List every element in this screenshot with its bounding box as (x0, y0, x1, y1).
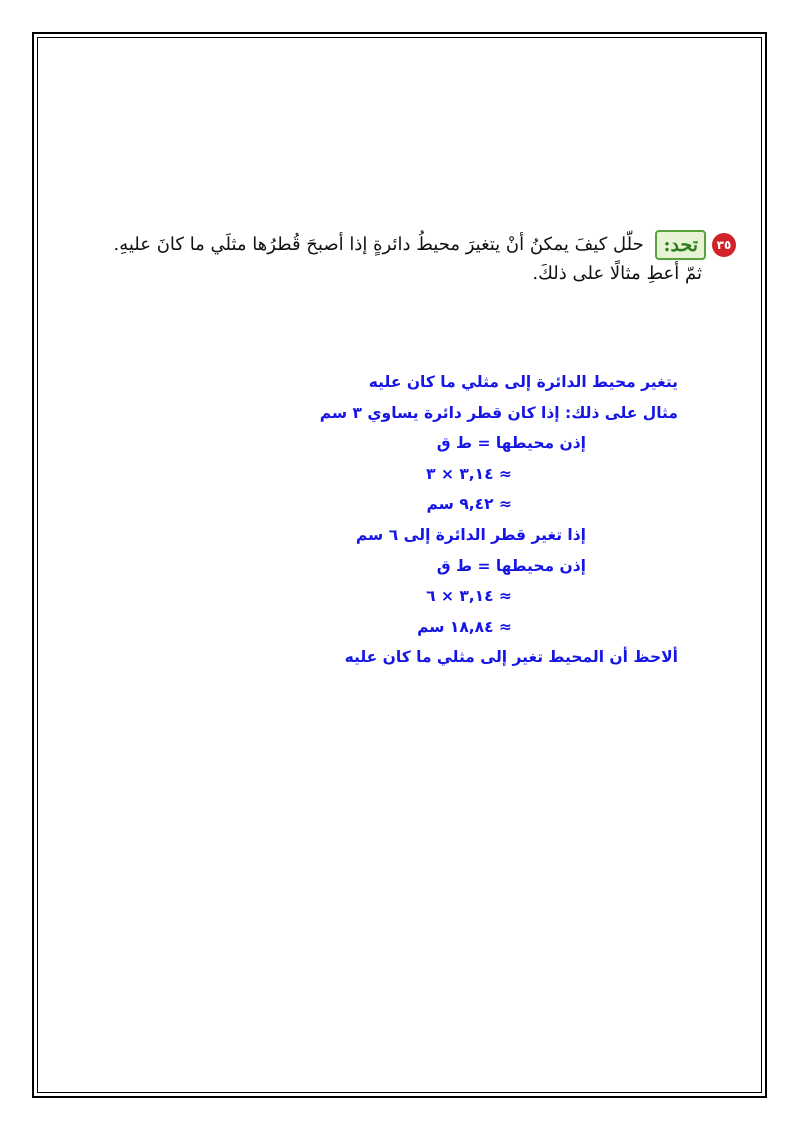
answer-line-4: ≈ ٣,١٤ × ٣ (426, 464, 512, 483)
answer-block (258, 367, 678, 673)
answer-line-10: ألاحظ أن المحيط تغير إلى مثلي ما كان عليه (344, 648, 678, 667)
answer-line-5: ≈ ٩,٤٢ سم (426, 495, 512, 514)
answer-line-7: إذن محيطها = ط ق (436, 556, 586, 575)
question-line-2: ثمّ أعطِ مثالًا على ذلكَ. (532, 263, 702, 284)
question-block (56, 230, 736, 289)
challenge-tag: تحد: (655, 230, 706, 260)
answer-line-2: مثال على ذلك: إذا كان قطر دائرة يساوي ٣ سم (319, 403, 678, 422)
question-line-1 (56, 230, 736, 260)
question-number-badge: ٣٥ (712, 233, 736, 257)
answer-line-3: إذن محيطها = ط ق (436, 434, 586, 453)
question-text-1: حلّل كيفَ يمكنُ أنْ يتغيرَ محيطُ دائرةٍ إذا أصبحَ قُطرُها مثلَي ما كانَ عليهِ. (113, 234, 644, 255)
answer-line-6: إذا تغير قطر الدائرة إلى ٦ سم (355, 525, 586, 544)
answer-line-8: ≈ ٣,١٤ × ٦ (426, 587, 512, 606)
answer-line-9: ≈ ١٨,٨٤ سم (417, 617, 512, 636)
answer-line-1: يتغير محيط الدائرة إلى مثلي ما كان عليه (368, 373, 678, 391)
